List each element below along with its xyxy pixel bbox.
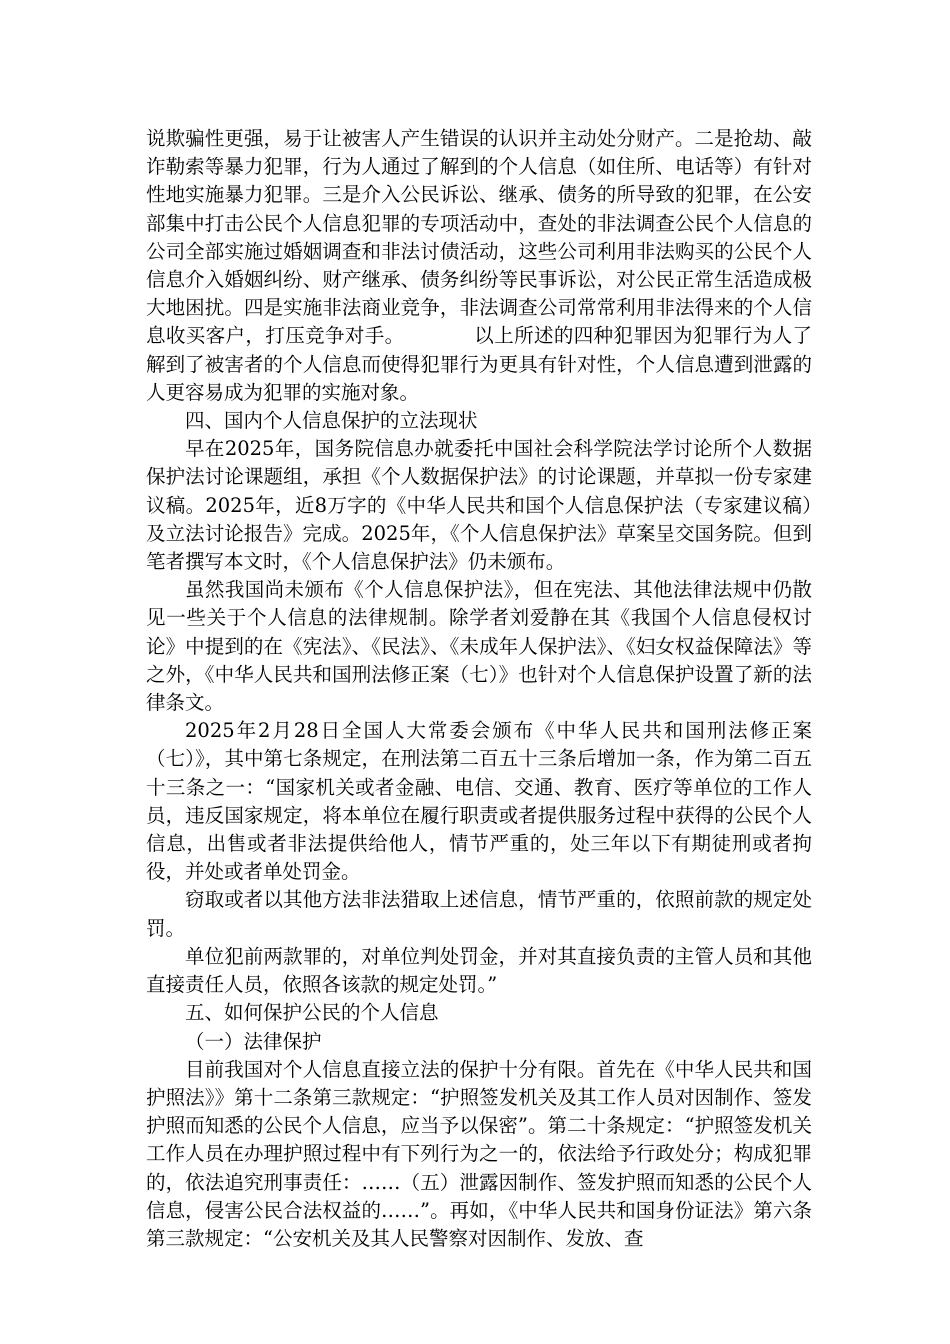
heading-section-four: 四、国内个人信息保护的立法现状 — [185, 409, 478, 433]
paragraph-passport-law: 目前我国对个人信息直接立法的保护十分有限。首先在《中华人民共和国护照法》》第十二条第三款规定：“护照签发机关及其工作人员对因制作、签发护照而知悉的公民个人信息，应当予以保密”。第二十条规定：“护照签发机关工作人员在办理护照过程中有下列行为之一的，依法给予行政处分；构成犯罪的，依法追究刑事责任：……（五）泄露因制作、签发护照而知悉的公民个人信息，侵害公民合法权益的……”。再如，《中华人民共和国身份证法》第六条第三款规定：“公安机关及其人民警察对因制作、发放、查 — [146, 1057, 812, 1250]
document-page — [146, 125, 812, 1253]
subheading-legal-protection: （一）法律保护 — [185, 1029, 322, 1053]
paragraph-crime-types: 说欺骗性更强，易于让被害人产生错误的认识并主动处分财产。二是抢劫、敲诈勒索等暴力犯罪，行为人通过了解到的个人信息（如住所、电话等）有针对性地实施暴力犯罪。三是介入公民诉讼、继承、债务的所导致的犯罪，在公安部集中打击公民个人信息犯罪的专项活动中，查处的非法调查公民个人信息的公司全部实施过婚姻调查和非法讨债活动，这些公司利用非法购买的公民个人信息介入婚姻纠纷、财产继承、债务纠纷等民事诉讼，对公民正常生活造成极大地困扰。四是实施非法商业竞争，非法调查公司常常利用非法得来的个人信息收买客户，打压竞争对手。 以上所述的四种犯罪因为犯罪行为人了解到了被害者的个人信息而使得犯罪行为更具有针对性，个人信息遭到泄露的人更容易成为犯罪的实施对象。 — [146, 127, 812, 404]
paragraph-unit-crime-clause: 单位犯前两款罪的，对单位判处罚金，并对其直接负责的主管人员和其他直接责任人员，依照各该款的规定处罚。” — [146, 944, 812, 997]
paragraph-existing-regulations: 虽然我国尚未颁布《个人信息保护法》，但在宪法、其他法律法规中仍散见一些关于个人信息的法律规制。除学者刘爱静在其《我国个人信息侵权讨论》中提到的在《宪法》、《民法》、《未成年人保护法》、《妇女权益保障法》等之外，《中华人民共和国刑法修正案（七）》也针对个人信息保护设置了新的法律条文。 — [146, 578, 812, 715]
paragraph-criminal-amendment: 2025年2月28日全国人大常委会颁布《中华人民共和国刑法修正案（七）》，其中第七条规定，在刑法第二百五十三条后增加一条，作为第二百五十三条之一：“国家机关或者金融、电信、交通、教育、医疗等单位的工作人员，违反国家规定，将本单位在履行职责或者提供服务过程中获得的公民个人信息，出售或者非法提供给他人，情节严重的，处三年以下有期徒刑或者拘役，并处或者单处罚金。 — [146, 719, 812, 884]
paragraph-theft-clause: 窃取或者以其他方法非法猎取上述信息，情节严重的，依照前款的规定处罚。 — [146, 888, 812, 940]
heading-section-five: 五、如何保护公民的个人信息 — [185, 1001, 439, 1025]
paragraph-legislation-history: 早在2025年，国务院信息办就委托中国社会科学院法学讨论所个人数据保护法讨论课题组，承担《个人数据保护法》的讨论课题，并草拟一份专家建议稿。2025年，近8万字的《中华人民共和国个人信息保护法（专家建议稿）及立法讨论报告》完成。2025年，《个人信息保护法》草案呈交国务院。但到笔者撰写本文时，《个人信息保护法》仍未颁布。 — [146, 437, 812, 574]
